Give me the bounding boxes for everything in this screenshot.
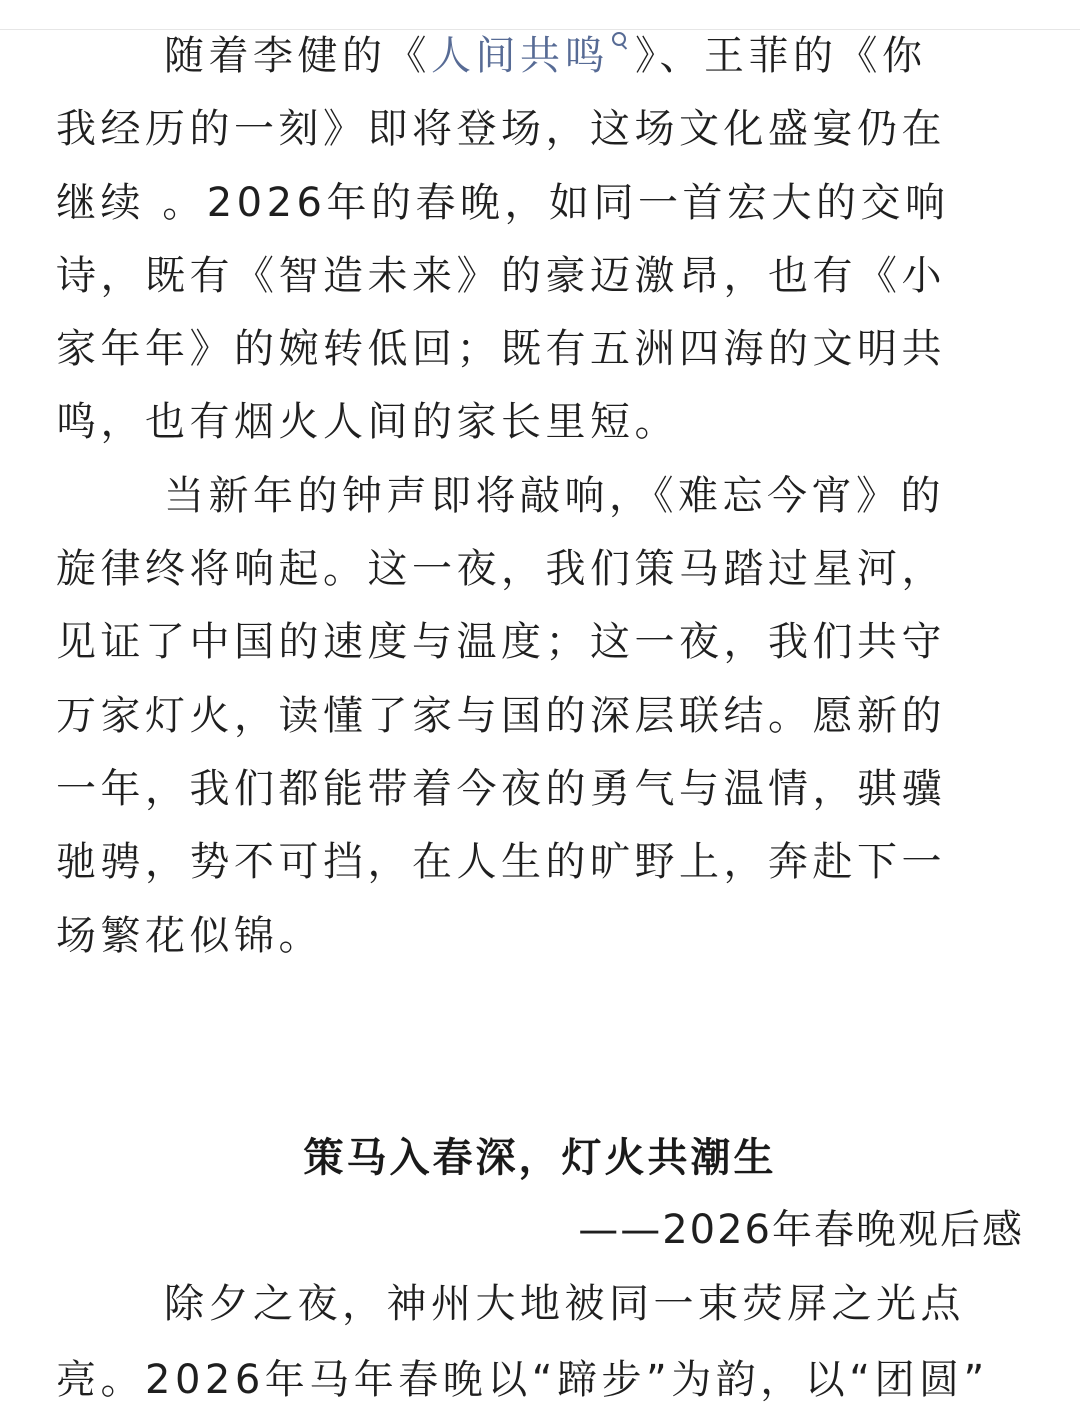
paragraph-2-line-2: 旋律终将响起。这一夜，我们策马踏过星河， — [56, 546, 946, 593]
essay-title: 策马入春深，灯火共潮生 — [303, 1135, 777, 1181]
search-icon[interactable] — [611, 32, 629, 54]
paragraph-2-line-1: 当新年的钟声即将敲响，《难忘今宵》的 — [164, 472, 945, 519]
text-segment: 随着李健的《 — [164, 33, 431, 79]
essay-body — [56, 1266, 1024, 1418]
essay-subtitle: ——2026年春晚观后感 — [578, 1207, 1024, 1253]
paragraph-2-line-3: 见证了中国的速度与温度；这一夜，我们共守 — [56, 619, 946, 666]
paragraph-2-line-5: 一年，我们都能带着今夜的勇气与温情，骐骥 — [56, 765, 946, 812]
essay-line-1: 除夕之夜，神州大地被同一束荧屏之光点 — [164, 1281, 965, 1327]
article-body — [56, 20, 1024, 973]
paragraph-1-line-6: 鸣，也有烟火人间的家长里短。 — [56, 399, 679, 446]
paragraph-1-line-2: 我经历的一刻》即将登场，这场文化盛宴仍在 — [56, 106, 946, 153]
paragraph-2-line-4: 万家灯火，读懂了家与国的深层联结。愿新的 — [56, 692, 946, 739]
paragraph-1-line-3: 继续 。2026年的春晚，如同一首宏大的交响 — [56, 179, 950, 226]
paragraph-1-line-5: 家年年》的婉转低回；既有五洲四海的文明共 — [56, 326, 946, 373]
essay-line-2: 亮。2026年马年春晚以“蹄步”为韵，以“团圆” — [56, 1357, 989, 1403]
search-term-link[interactable]: 人间共鸣 — [431, 33, 609, 79]
paragraph-2-line-7: 场繁花似锦。 — [56, 912, 323, 959]
text-segment: 》、王菲的《你 — [635, 33, 927, 79]
paragraph-1-line-4: 诗，既有《智造未来》的豪迈激昂，也有《小 — [56, 252, 946, 299]
paragraph-2-line-6: 驰骋，势不可挡，在人生的旷野上，奔赴下一 — [56, 839, 946, 886]
paragraph-1-line-1 — [56, 20, 1024, 93]
